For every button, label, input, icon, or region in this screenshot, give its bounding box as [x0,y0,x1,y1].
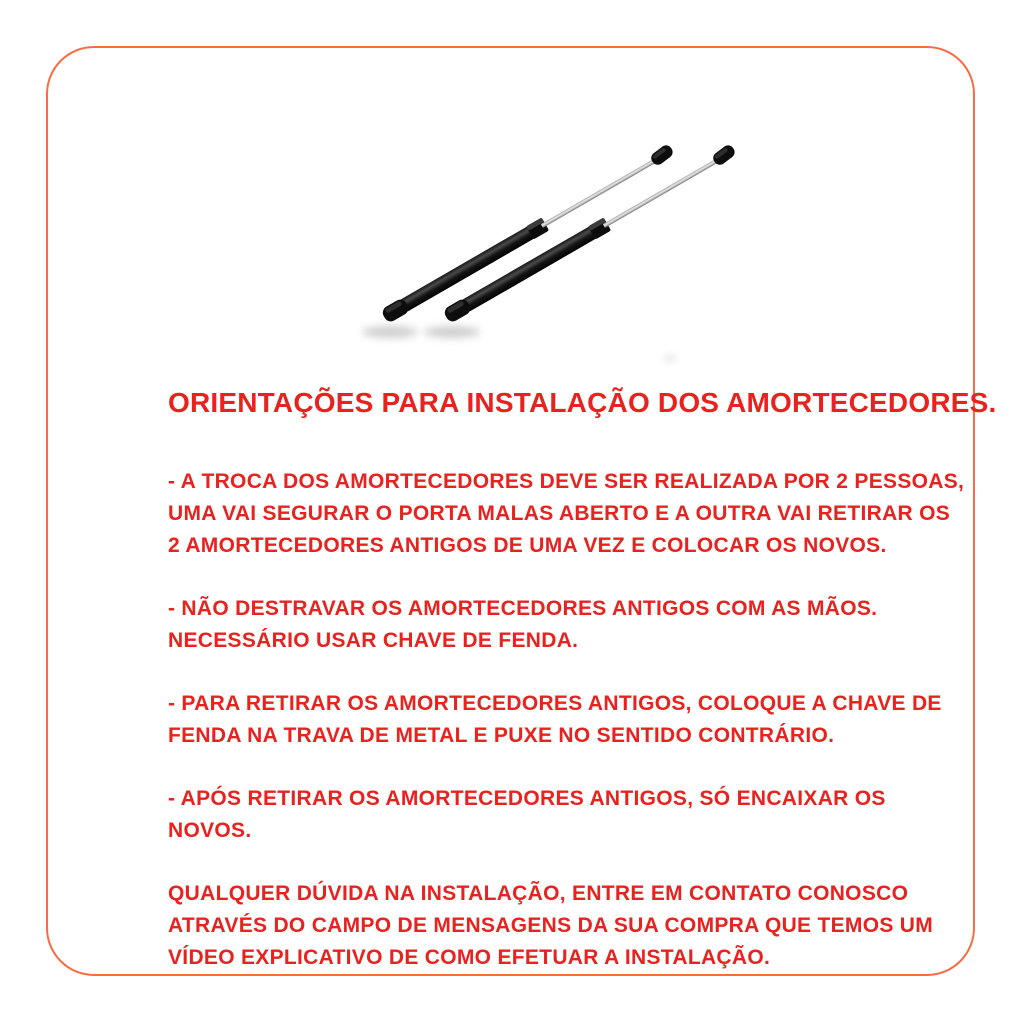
instruction-line: ATRAVÉS DO CAMPO DE MENSAGENS DA SUA COMPRA QUE TEMOS UM [168,914,934,937]
gas-struts-image [348,118,768,368]
instruction-paragraph-5 [168,878,958,974]
instruction-line: UMA VAI SEGURAR O PORTA MALAS ABERTO E A OUTRA VAI RETIRAR OS [168,502,951,525]
instruction-paragraph-4 [168,783,958,847]
gas-strut-right [442,142,740,324]
instruction-line: VÍDEO EXPLICATIVO DE COMO EFETUAR A INSTALAÇÃO. [168,946,771,969]
instruction-paragraph-3 [168,688,958,752]
instruction-line: - A TROCA DOS AMORTECEDORES DEVE SER REALIZADA POR 2 PESSOAS, [168,470,965,493]
instruction-paragraph-1 [168,466,965,562]
instruction-line: - PARA RETIRAR OS AMORTECEDORES ANTIGOS, COLOQUE A CHAVE DE [168,692,942,715]
gas-strut-left [380,142,678,324]
instruction-line: FENDA NA TRAVA DE METAL E PUXE NO SENTIDO CONTRÁRIO. [168,724,835,747]
instruction-line: - APÓS RETIRAR OS AMORTECEDORES ANTIGOS, SÓ ENCAIXAR OS [168,787,886,810]
instruction-line: - NÃO DESTRAVAR OS AMORTECEDORES ANTIGOS COM AS MÃOS. [168,597,878,620]
strut-shadow [664,355,676,361]
instruction-paragraph-2 [168,593,958,657]
strut-shadow [424,326,480,338]
instructions-text-block [168,386,997,974]
instruction-line: NOVOS. [168,819,252,842]
instruction-line: NECESSÁRIO USAR CHAVE DE FENDA. [168,629,579,652]
instruction-line: 2 AMORTECEDORES ANTIGOS DE UMA VEZ E COLOCAR OS NOVOS. [168,534,887,557]
instructions-title: ORIENTAÇÕES PARA INSTALAÇÃO DOS AMORTECEDORES. [168,387,997,418]
rounded-border-card [46,46,997,976]
instruction-line: QUALQUER DÚVIDA NA INSTALAÇÃO, ENTRE EM CONTATO CONOSCO [168,882,909,905]
strut-shadow [362,326,418,338]
